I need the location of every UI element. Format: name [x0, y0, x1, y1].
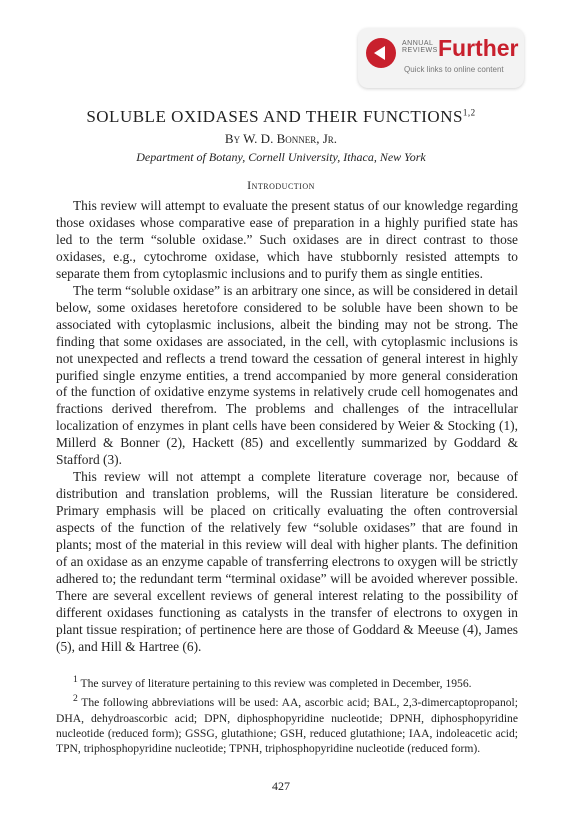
page-number: 427: [272, 779, 290, 793]
banner-further-label: Further: [438, 35, 519, 61]
banner-annual-reviews: ANNUAL REVIEWS: [402, 40, 438, 54]
play-arrow-icon: [366, 38, 396, 68]
banner-quick-links[interactable]: Quick links to online content: [404, 65, 504, 74]
title-footnote-marks: 1,2: [462, 107, 476, 118]
body-paragraph: This review will attempt to evaluate the present status of our knowledge regarding those oxidases whose comparative ease of preparation in a highly purified state has led to the term “soluble oxidase.” Such oxidases are in direct contrast to those oxidases, e.g., cytochrome oxidase, which have stubbornly resisted attempts to separate them from cytoplasmic inclusions and to purify them as single entities.: [56, 198, 518, 281]
author-affiliation: Department of Botany, Cornell University, Ithaca, New York: [136, 150, 426, 164]
article-body: [56, 198, 518, 656]
footnote: $^2$ The following abbreviations will be used: AA, ascorbic acid; BAL, 2,3-dimercaptopropanol; DHA, dehydroascorbic acid; DPN, diphosphopyridine nucleotide; DPNH, diphosphopyridine nucleotide (reduced form); GSSG, glutathione; GSH, reduced glutathione; IAA, indoleacetic acid; TPN, triphosphopyridine nucleotide; TPNH, triphosphopyridine nucleotide (reduced form).: [56, 693, 518, 756]
article-title: SOLUBLE OXIDASES AND THEIR FUNCTIONS$^{1,2}$: [86, 107, 476, 126]
body-paragraph: This review will not attempt a complete literature coverage nor, because of distribution and translation problems, will the Russian literature be considered. Primary emphasis will be placed on critically evaluating the often controversial aspects of the function of the relatively few “soluble oxidases” that are found in plants; most of the material in this review will deal with higher plants. The definition of an oxidase as an enzyme capable of transferring electrons to oxygen will be strictly adhered to; the redundant term “terminal oxidase” will be avoided wherever possible. There are several excellent reviews of general interest relating to the possibility of different oxidases functioning as catalysts in the transfer of electrons to oxygen in plant tissue respiration; of pertinence here are those of Goddard & Meeuse (4), James (5), and Hill & Hartree (6).: [56, 469, 518, 654]
body-paragraph: The term “soluble oxidase” is an arbitrary one since, as will be considered in detail below, some oxidases heretofore considered to be soluble have been shown to be associated with cytoplasmic inclusions, albeit the binding may not be strong. The finding that some oxidases are associated, in the cell, with cytoplasmic inclusions is not unexpected and reflects a trend toward the cessation of general interest in highly purified single enzyme entities, a trend accompanied by more general consideration of the function of oxidative enzyme systems in relatively crude cell homogenates and fractions derived therefrom. The problems and challenges of the intracellular localization of enzymes in plant cells have been considered by Weier & Stocking (1), Millerd & Bonner (2), Hackett (85) and excellently summarized by Goddard & Stafford (3).: [56, 282, 518, 468]
further-banner[interactable]: [358, 28, 524, 88]
section-heading: Introduction: [247, 178, 315, 192]
footnote: $^1$ The survey of literature pertaining to this review was completed in December, 1956.: [73, 674, 472, 690]
article-author: By W. D. Bonner, Jr.: [224, 131, 338, 146]
footnotes: [56, 672, 518, 757]
